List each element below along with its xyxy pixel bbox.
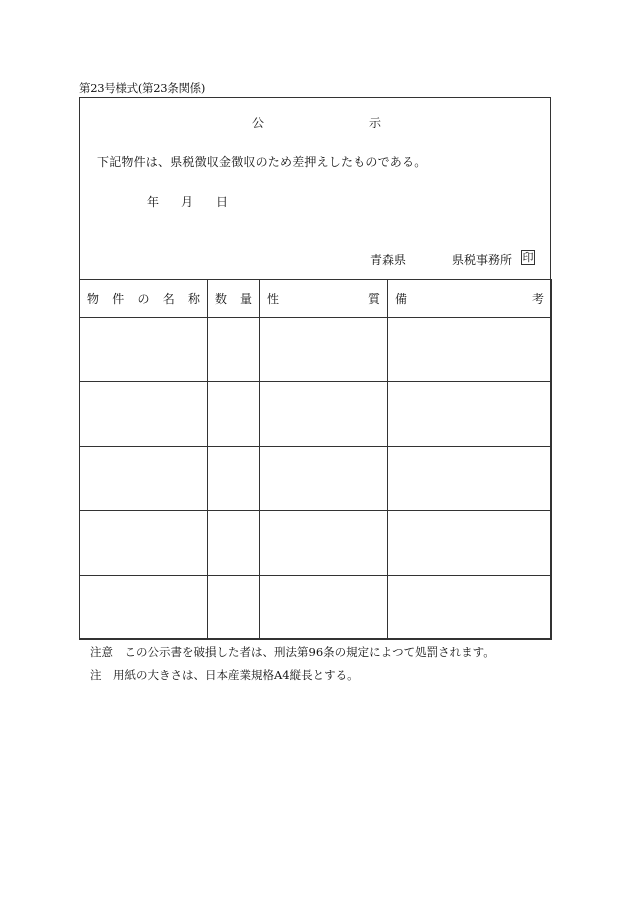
title-char-1: 公 (252, 116, 265, 130)
form-label: 第23号様式(第23条関係) (79, 81, 206, 95)
quantity-cell (208, 318, 260, 382)
item-name-cell (80, 318, 208, 382)
table-row (80, 511, 552, 575)
header-char: 考 (531, 292, 544, 306)
item-name-cell (80, 575, 208, 639)
table-row (80, 318, 552, 382)
quantity-cell (208, 511, 260, 575)
nature-cell (260, 575, 388, 639)
header-char: 称 (187, 292, 200, 306)
remarks-cell (388, 446, 552, 510)
header-char: 件 (112, 292, 125, 306)
item-name-cell (80, 511, 208, 575)
issuer-office: 県税事務所 (452, 253, 513, 267)
notice-statement: 下記物件は、県税徴収金徴収のため差押えしたものである。 (97, 155, 427, 169)
seized-items-table (79, 279, 552, 640)
quantity-cell (208, 382, 260, 446)
remarks-cell (388, 575, 552, 639)
header-char: の (137, 292, 150, 306)
header-item-name (80, 280, 208, 318)
remarks-cell (388, 511, 552, 575)
seal-mark: 印 (522, 251, 534, 264)
nature-cell (260, 446, 388, 510)
header-char: 名 (162, 292, 175, 306)
header-char: 質 (367, 292, 380, 306)
remarks-cell (388, 318, 552, 382)
nature-cell (260, 511, 388, 575)
note-penalty: 注意 この公示書を破損した者は、刑法第96条の規定によつて処罰されます。 (90, 645, 495, 659)
nature-cell (260, 318, 388, 382)
header-char: 数 (215, 292, 228, 306)
header-quantity (208, 280, 260, 318)
date-year: 年 (147, 195, 160, 209)
table-row (80, 446, 552, 510)
nature-cell (260, 382, 388, 446)
quantity-cell (208, 575, 260, 639)
header-char: 性 (267, 292, 280, 306)
table-header-row (80, 280, 552, 318)
header-char: 備 (395, 292, 408, 306)
notice-frame (79, 97, 551, 639)
note-paper-size: 注 用紙の大きさは、日本産業規格A4縦長とする。 (90, 668, 359, 682)
date-month: 月 (181, 195, 194, 209)
title-char-2: 示 (369, 116, 382, 130)
header-char: 量 (239, 292, 252, 306)
header-nature (260, 280, 388, 318)
item-name-cell (80, 446, 208, 510)
table-row (80, 382, 552, 446)
date-day: 日 (216, 195, 229, 209)
quantity-cell (208, 446, 260, 510)
header-remarks (388, 280, 552, 318)
item-name-cell (80, 382, 208, 446)
header-char: 物 (87, 292, 100, 306)
table-row (80, 575, 552, 639)
remarks-cell (388, 382, 552, 446)
issuer-prefecture: 青森県 (370, 253, 407, 267)
